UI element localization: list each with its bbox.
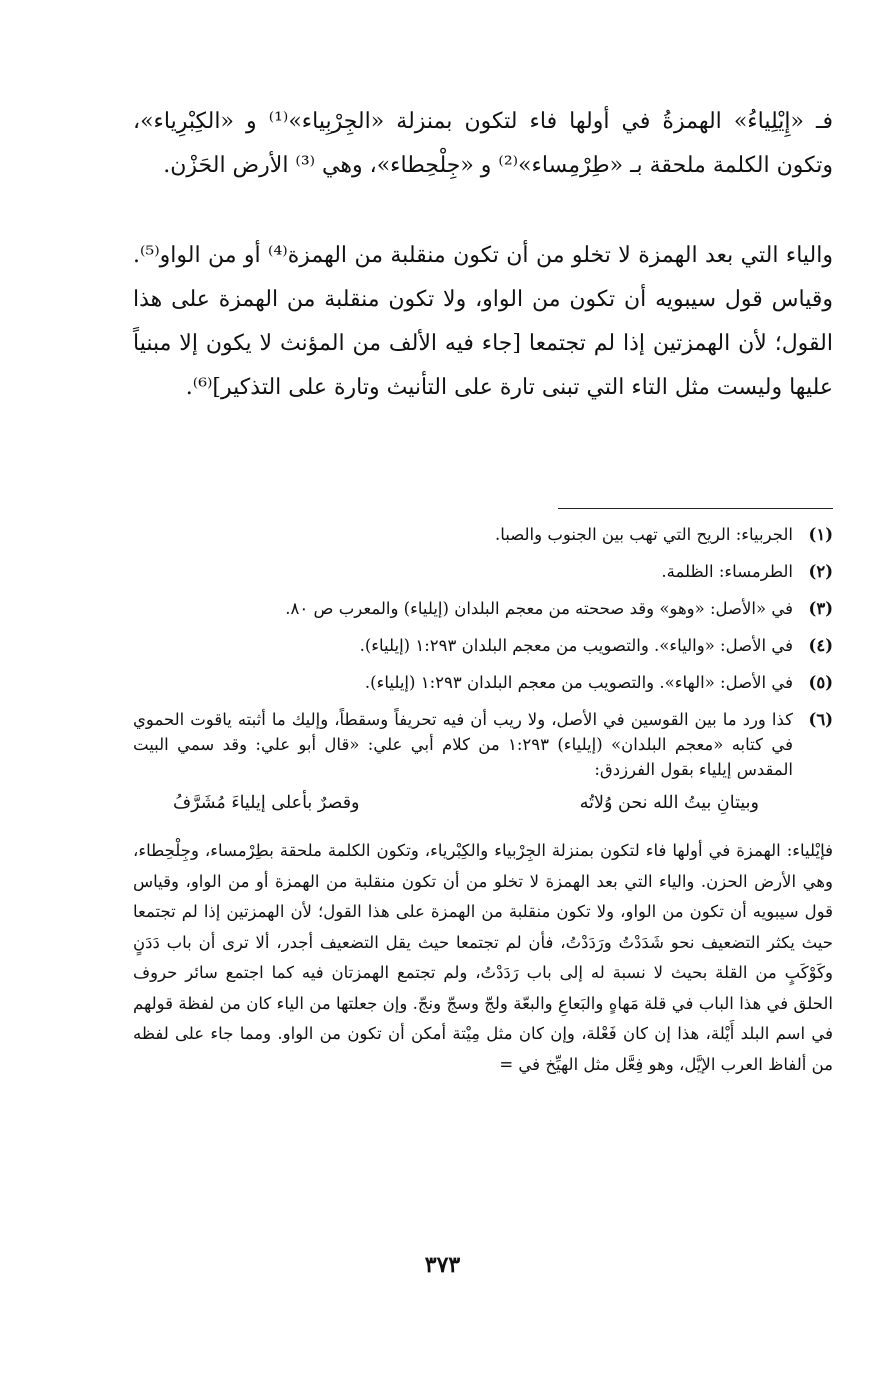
verse-second-hemistich: وقصرٌ بأعلى إيلياءَ مُشَرَّفُ — [173, 793, 360, 813]
footnote-number: (٣) — [808, 599, 833, 618]
footnote-text: الجربياء: الريح التي تهب بين الجنوب والصبا. — [494, 525, 793, 544]
footnote-continuation: فإيْلياء: الهمزة في أولها فاء لتكون بمنزلة الجِرْبياء والكِبْرياء، وتكون الكلمة ملحقة بطِرْمساء، وجِلْحِطاء، وهي الأرض الحزن. والياء التي بعد الهمزة لا تخلو من أن تكون منقلبة من الهمزة أو من الواو، وقياس قول سيبويه أن تكون من الواو، ولا تكون منقلبة من الهمزة على هذا القول؛ لأن الهمزتين إذا لم تجتمعا حيث يكثر التضعيف نحو شَدَدْتُ ورَدَدْتُ، فأن لم تجتمعا حيث يقل التضعيف أجدر، ألا ترى أن باب دَدَنٍ وكَوْكَبٍ من القلة بحيث لا نسبة له إلى باب رَدَدْتُ، ولم تجتمع الهمزتان فيه كما اجتمع سائر حروف الحلق في هذا الباب في قلة مَهاهٍ والبَعاعِ والبعّة ولجّ وسجّ ونجّ. وإن جعلتها من الياء كان من لفظة قولهم في اسم البلد أَيْلة، هذا إن كان فَعْلة، وإن كان مثل مِيْتة أمكن أن تكون من الواو. ومما جاء على لفظه من ألفاظ العرب الإيَّل، وهو فِعَّل مثل الهيِّخ في = — [133, 841, 833, 1074]
footnote-number: (٦) — [808, 710, 833, 729]
footnote-5 — [133, 670, 833, 695]
footnote-number: (٤) — [808, 636, 833, 655]
footnote-1 — [133, 522, 833, 547]
verse-first-hemistich: وبيتانِ بيتُ الله نحن وُلاتُه — [579, 793, 759, 813]
footnote-number: (٥) — [808, 673, 833, 692]
footnote-text: في الأصل: «الهاء». والتصويب من معجم البلدان ١:٢٩٣ (إيلياء). — [364, 673, 793, 692]
footnote-4 — [133, 633, 833, 658]
footnote-text: كذا ورد ما بين القوسين في الأصل، ولا ريب أن فيه تحريفاً وسقطاً، وإليك ما أثبته ياقوت الحموي في كتابه «معجم البلدان» (إيلياء) ١:٢٩٣ من كلام أبي علي: «قال أبو علي: وقد سمي البيت المقدس إيلياء بقول الفرزدق: — [133, 710, 793, 779]
footnote-separator — [558, 508, 833, 509]
footnote-6-body — [133, 707, 793, 824]
footnote-6 — [133, 707, 833, 824]
footnote-text: في «الأصل: «وهو» وقد صححته من معجم البلدان (إيلياء) والمعرب ص ٨٠. — [285, 599, 793, 618]
page-number: ٣٧٣ — [424, 1252, 461, 1278]
footnote-text: في الأصل: «والياء». والتصويب من معجم البلدان ١:٢٩٣ (إيلياء). — [359, 636, 793, 655]
footnote-3 — [133, 596, 833, 621]
footnote-2 — [133, 559, 833, 584]
body-paragraph-2: والياء التي بعد الهمزة لا تخلو من أن تكون منقلبة من الهمزة⁽⁴⁾ أو من الواو⁽⁵⁾. وقياس قول سيبويه أن تكون من الواو، ولا تكون منقلبة من الهمزة على هذا القول؛ لأن الهمزتين إذا لم تجتمعا [جاء فيه الألف من المؤنث لا يكون إلا مبنياً عليها وليست مثل التاء التي تبنى تارة على التأنيث وتارة على التذكير]⁽⁶⁾. — [133, 243, 833, 400]
footnote-text: الطرمساء: الظلمة. — [661, 562, 793, 581]
body-paragraph-1: فـ «إِيْلِياءُ» الهمزةُ في أولها فاء لتكون بمنزلة «الجِرْبِياء»⁽¹⁾ و «الكِبْرِياء»، وتكون الكلمة ملحقة بـ «طِرْمِساء»⁽²⁾ و «جِلْحِطاء»، وهي ⁽³⁾ الأرض الحَزْن. — [133, 109, 833, 178]
footnote-number: (١) — [808, 525, 833, 544]
footnotes-section — [133, 522, 833, 1080]
footnote-number: (٢) — [808, 562, 833, 581]
poetry-verse — [133, 782, 793, 824]
